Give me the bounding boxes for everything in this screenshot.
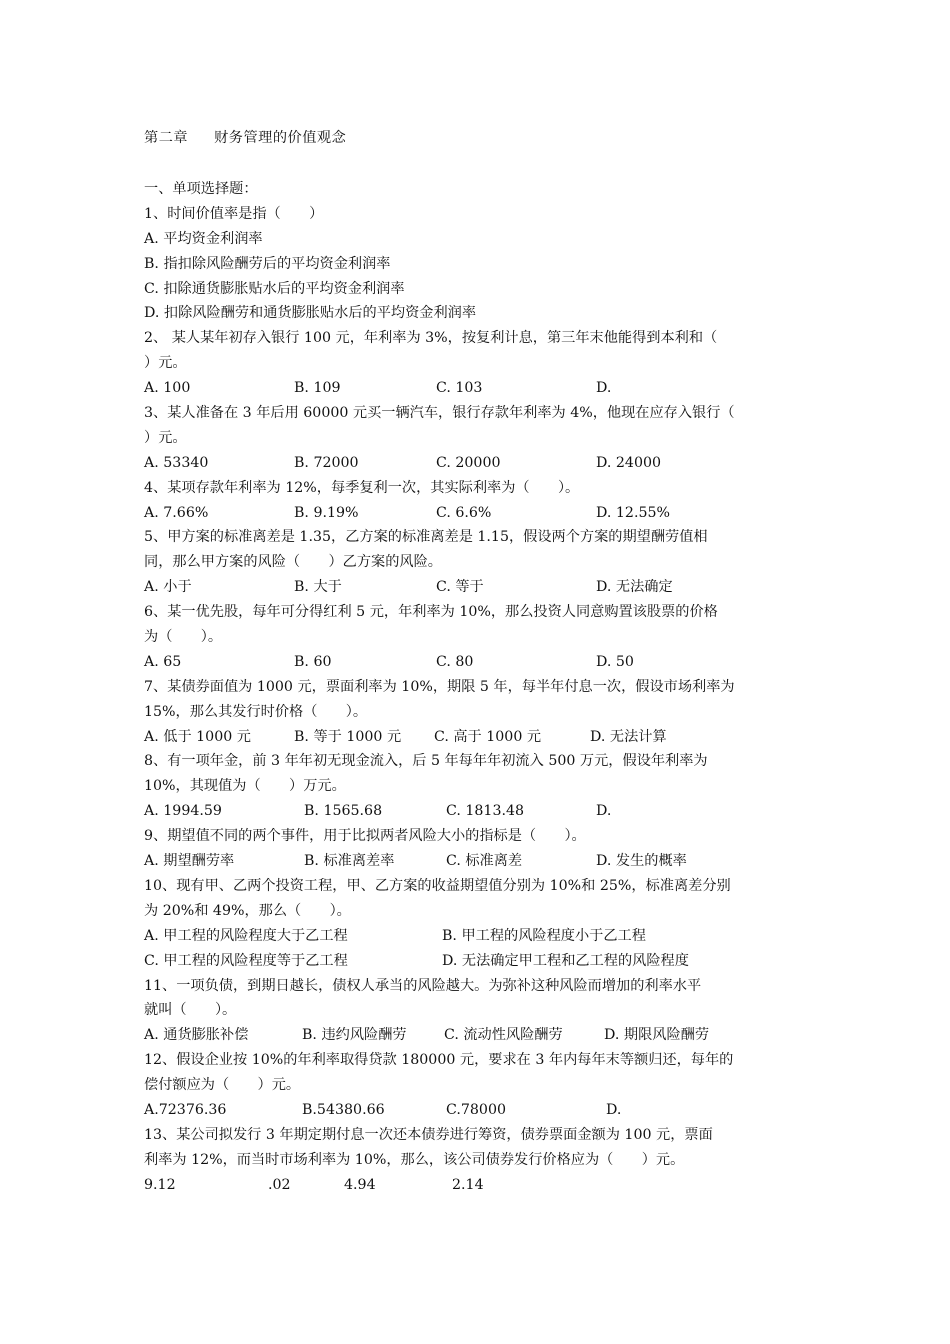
question-4-text: 4、某项存款年利率为 12%，每季复利一次，其实际利率为（ ）。	[144, 479, 580, 496]
chapter-title	[144, 122, 816, 154]
question-9-option: C. 标准离差	[446, 853, 523, 870]
question-13-option: 2.14	[452, 1176, 484, 1193]
question-8-option: B. 1565.68	[304, 803, 383, 820]
question-5-option: C. 等于	[436, 579, 484, 596]
question-3-option: A. 53340	[144, 454, 209, 471]
question-4-options	[144, 501, 816, 526]
question-11-text: 就叫（ ）。	[144, 1002, 237, 1019]
question-6-option: A. 65	[144, 653, 182, 670]
question-6-option: D. 50	[596, 653, 634, 670]
question-9-options	[144, 849, 816, 874]
question-2-option: B. 109	[294, 380, 341, 397]
question-11-options	[144, 1023, 816, 1048]
question-6-options	[144, 650, 816, 675]
question-12-text: 偿付额应为（ ）元。	[144, 1077, 301, 1094]
question-12-text: 12、假设企业按 10%的年利率取得贷款 180000 元，要求在 3 年内每年末等额归还，每年的	[144, 1052, 734, 1069]
question-2-text: ）元。	[144, 355, 187, 372]
question-5-option: B. 大于	[294, 579, 342, 596]
question-1-option: B. 指扣除风险酬劳后的平均资金利润率	[144, 255, 391, 272]
section-heading: 一、单项选择题：	[144, 181, 258, 197]
question-5-option: D. 无法确定	[596, 579, 673, 596]
question-12-option: D.	[606, 1101, 622, 1118]
question-1-option: D. 扣除风险酬劳和通货膨胀贴水后的平均资金利润率	[144, 305, 477, 322]
question-3-text: ）元。	[144, 429, 187, 446]
question-10-options	[144, 924, 816, 949]
question-7-text: 7、某债券面值为 1000 元，票面利率为 10%，期限 5 年，每半年付息一次，假设市场利率为	[144, 678, 735, 695]
question-8-text: 8、有一项年金，前 3 年年初无现金流入，后 5 年每年年初流入 500 万元，假设年利率为	[144, 753, 708, 770]
question-3-option: D. 24000	[596, 454, 662, 471]
question-5-options	[144, 575, 816, 600]
question-5-text: 同，那么甲方案的风险（ ）乙方案的风险。	[144, 554, 442, 571]
question-10-option: D. 无法确定甲工程和乙工程的风险程度	[442, 952, 689, 969]
chapter-number: 第二章	[144, 130, 189, 146]
question-4-option: D. 12.55%	[596, 504, 670, 521]
question-9-option: B. 标准离差率	[304, 853, 395, 870]
question-7-option: C. 高于 1000 元	[434, 728, 542, 745]
question-10-text: 为 20%和 49%，那么（ ）。	[144, 902, 351, 919]
question-13-option: .02	[268, 1176, 291, 1193]
question-13-text: 13、某公司拟发行 3 年期定期付息一次还本债券进行筹资，债券票面金额为 100 元，票面	[144, 1126, 713, 1143]
question-9-option: D. 发生的概率	[596, 853, 687, 870]
document-body	[144, 122, 816, 1198]
question-2-option: D.	[596, 380, 612, 397]
question-3-option: C. 20000	[436, 454, 501, 471]
question-6-text: 6、某一优先股，每年可分得红利 5 元，年利率为 10%，那么投资人同意购置该股票的价格	[144, 604, 718, 621]
question-3-option: B. 72000	[294, 454, 359, 471]
question-13-option: 4.94	[344, 1176, 376, 1193]
question-2-option: C. 103	[436, 380, 483, 397]
question-8-options	[144, 799, 816, 824]
question-13-text: 利率为 12%，而当时市场利率为 10%，那么，该公司债券发行价格应为（ ）元。	[144, 1151, 685, 1168]
question-1-option: A. 平均资金利润率	[144, 230, 263, 247]
question-9-option: A. 期望酬劳率	[144, 853, 235, 870]
question-3-text: 3、某人准备在 3 年后用 60000 元买一辆汽车，银行存款年利率为 4%，他现在应存入银行（	[144, 405, 735, 422]
question-8-option: C. 1813.48	[446, 803, 525, 820]
question-2-options	[144, 376, 816, 401]
question-10-option: C. 甲工程的风险程度等于乙工程	[144, 952, 348, 969]
question-7-option: B. 等于 1000 元	[294, 728, 402, 745]
question-11-option: B. 违约风险酬劳	[302, 1027, 407, 1044]
question-7-option: D. 无法计算	[590, 728, 667, 745]
question-7-text: 15%，那么其发行时价格（ ）。	[144, 703, 368, 720]
question-10-option: B. 甲工程的风险程度小于乙工程	[442, 927, 646, 944]
question-6-text: 为（ ）。	[144, 629, 223, 646]
question-9-text: 9、期望值不同的两个事件，用于比拟两者风险大小的指标是（ ）。	[144, 828, 586, 845]
question-6-option: B. 60	[294, 653, 332, 670]
question-10-text: 10、现有甲、乙两个投资工程，甲、乙方案的收益期望值分别为 10%和 25%，标准离差分别	[144, 877, 731, 894]
question-4-option: B. 9.19%	[294, 504, 359, 521]
question-13-option: 9.12	[144, 1176, 176, 1193]
question-4-option: A. 7.66%	[144, 504, 209, 521]
question-11-option: C. 流动性风险酬劳	[444, 1027, 563, 1044]
question-4-option: C. 6.6%	[436, 504, 492, 521]
question-6-option: C. 80	[436, 653, 474, 670]
question-2-text: 2、 某人某年初存入银行 100 元，年利率为 3%，按复利计息，第三年末他能得到本利和（	[144, 330, 718, 347]
question-11-option: A. 通货膨胀补偿	[144, 1027, 249, 1044]
question-8-option: A. 1994.59	[144, 803, 222, 820]
question-10-option: A. 甲工程的风险程度大于乙工程	[144, 927, 348, 944]
question-5-option: A. 小于	[144, 579, 192, 596]
question-7-option: A. 低于 1000 元	[144, 728, 251, 745]
question-10-options	[144, 949, 816, 974]
question-1-option: C. 扣除通货膨胀贴水后的平均资金利润率	[144, 280, 405, 297]
question-12-option: A.72376.36	[144, 1101, 227, 1118]
question-list	[144, 202, 816, 1198]
question-12-option: B.54380.66	[302, 1101, 385, 1118]
question-8-option: D.	[596, 803, 612, 820]
question-13-options	[144, 1173, 816, 1198]
question-12-options	[144, 1098, 816, 1123]
question-2-option: A. 100	[144, 380, 191, 397]
chapter-name: 财务管理的价值观念	[214, 130, 347, 146]
question-8-text: 10%，其现值为（ ）万元。	[144, 778, 346, 795]
question-5-text: 5、甲方案的标准离差是 1.35，乙方案的标准离差是 1.15，假设两个方案的期望酬劳值相	[144, 529, 708, 546]
question-7-options	[144, 725, 816, 750]
question-12-option: C.78000	[446, 1101, 506, 1118]
question-11-text: 11、一项负债，到期日越长，债权人承当的风险越大。为弥补这种风险而增加的利率水平	[144, 977, 702, 994]
question-3-options	[144, 451, 816, 476]
question-11-option: D. 期限风险酬劳	[604, 1027, 710, 1044]
question-1-text: 1、时间价值率是指（ ）	[144, 205, 324, 222]
